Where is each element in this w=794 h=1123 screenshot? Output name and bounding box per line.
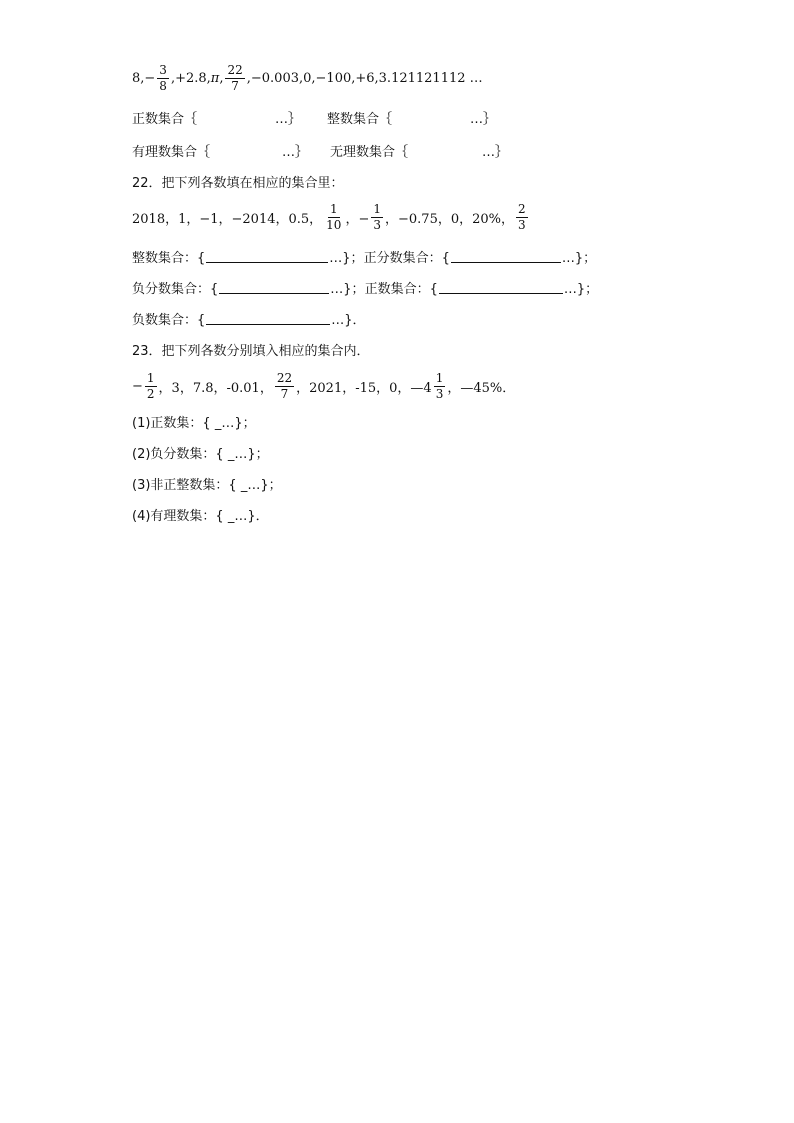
q21-pi: π: [210, 70, 220, 86]
q22-fraction-1-denominator: 10: [326, 217, 342, 232]
q21-positive-set-end: …｝: [275, 112, 302, 127]
q22-negative-set-label: 负数集合：{: [132, 313, 206, 328]
q23-fraction-1-numerator: 1: [146, 371, 155, 385]
q23-fraction-1: [145, 372, 157, 400]
q22-integer-set-label: 整数集合：{: [132, 251, 206, 266]
q22-numbers: [132, 203, 530, 231]
q22-fraction-1-numerator: 1: [329, 202, 338, 216]
q23-fraction-1-denominator: 2: [146, 386, 155, 401]
q21-rational-set-end: …｝: [282, 145, 309, 160]
q22-num-b: ，−: [345, 211, 370, 227]
q22-fraction-3: [516, 203, 528, 231]
q21-num-d: ,−0.003,0,−100,+6,3.121121112 …: [246, 70, 483, 86]
q23-fraction-3-numerator: 1: [435, 371, 444, 385]
q22-positive-fraction-set-blank[interactable]: [451, 250, 561, 263]
q22-positive-set-blank[interactable]: [439, 281, 563, 294]
q22-positive-fraction-set-label: 正分数集合：{: [363, 251, 450, 266]
q22-num-c: ，−0.75，0，20%，: [385, 211, 515, 227]
q22-fraction-3-denominator: 3: [518, 217, 526, 232]
q22-negative-fraction-set-blank[interactable]: [219, 281, 329, 294]
q22-integer-set-end: …}；: [329, 251, 364, 266]
q22-num-a: 2018，1，−1，−2014，0.5，: [132, 211, 323, 227]
q21-num-c: ,: [219, 70, 224, 86]
q21-integer-set-end: …｝: [470, 112, 497, 127]
q22-positive-set-label: 正数集合：{: [364, 282, 438, 297]
q22-fraction-2: [371, 203, 383, 231]
q22-negative-fraction-set-label: 负分数集合：{: [132, 282, 219, 297]
q21-numbers: [132, 64, 483, 92]
q21-num-b: ,+2.8,: [170, 70, 211, 86]
q21-irrational-set-label: 无理数集合｛: [330, 145, 409, 160]
q22-sets-row-3: [132, 309, 366, 328]
q23-title: 23．把下列各数分别填入相应的集合内．: [132, 344, 370, 359]
q23-item-non-positive-integer: (3)非正整数集：{ _…}；: [132, 478, 282, 493]
q23-numbers: [132, 372, 515, 400]
q21-sets-row-2: [132, 141, 508, 160]
q21-num-a: 8,−: [132, 70, 156, 86]
q22-fraction-3-numerator: 2: [518, 202, 526, 216]
q21-irrational-set-end: …｝: [482, 145, 509, 160]
q23-num-c: ，2021，-15，0，—4: [296, 380, 432, 396]
q22-fraction-2-denominator: 3: [373, 217, 381, 232]
q21-fraction-2-denominator: 7: [231, 78, 239, 93]
q23-num-a: −: [132, 378, 143, 394]
q22-positive-fraction-set-end: …}；: [561, 251, 597, 266]
q23-num-b: ，3，7.8，-0.01，: [158, 380, 273, 396]
q23-fraction-3: [434, 372, 446, 400]
q21-fraction-1-denominator: 8: [159, 78, 167, 93]
q23-fraction-2-numerator: 22: [276, 371, 293, 385]
q21-integer-set-label: 整数集合｛: [327, 112, 393, 127]
q21-positive-set-label: 正数集合｛: [132, 112, 198, 127]
q21-fraction-2: [225, 64, 244, 92]
q22-sets-row-2: [132, 278, 598, 297]
q21-fraction-1-numerator: 3: [159, 63, 167, 77]
q21-sets-row-1: [132, 108, 496, 127]
q22-negative-set-end: …}．: [331, 313, 366, 328]
q23-item-rational: (4)有理数集：{ _…}．: [132, 509, 269, 524]
q23-fraction-2: [275, 372, 294, 400]
q22-title: 22．把下列各数填在相应的集合里：: [132, 176, 344, 191]
q23-num-d: ，—45%．: [447, 380, 516, 396]
q22-integer-set-blank[interactable]: [206, 250, 328, 263]
q22-negative-fraction-set-end: …}；: [330, 282, 365, 297]
q23-item-positive: (1)正数集：{ _…}；: [132, 416, 256, 431]
q23-fraction-3-denominator: 3: [435, 386, 444, 401]
q22-fraction-2-numerator: 1: [373, 202, 381, 216]
q22-positive-set-end: …}；: [563, 282, 599, 297]
q22-sets-row-1: [132, 247, 596, 266]
q22-fraction-1: [324, 203, 343, 231]
q21-fraction-2-numerator: 22: [227, 63, 243, 77]
q21-rational-set-label: 有理数集合｛: [132, 145, 211, 160]
q22-negative-set-blank[interactable]: [206, 312, 330, 325]
q23-fraction-2-denominator: 7: [280, 386, 289, 401]
q23-item-negative-fraction: (2)负分数集：{ _…}；: [132, 447, 269, 462]
q21-fraction-1: [157, 64, 169, 92]
